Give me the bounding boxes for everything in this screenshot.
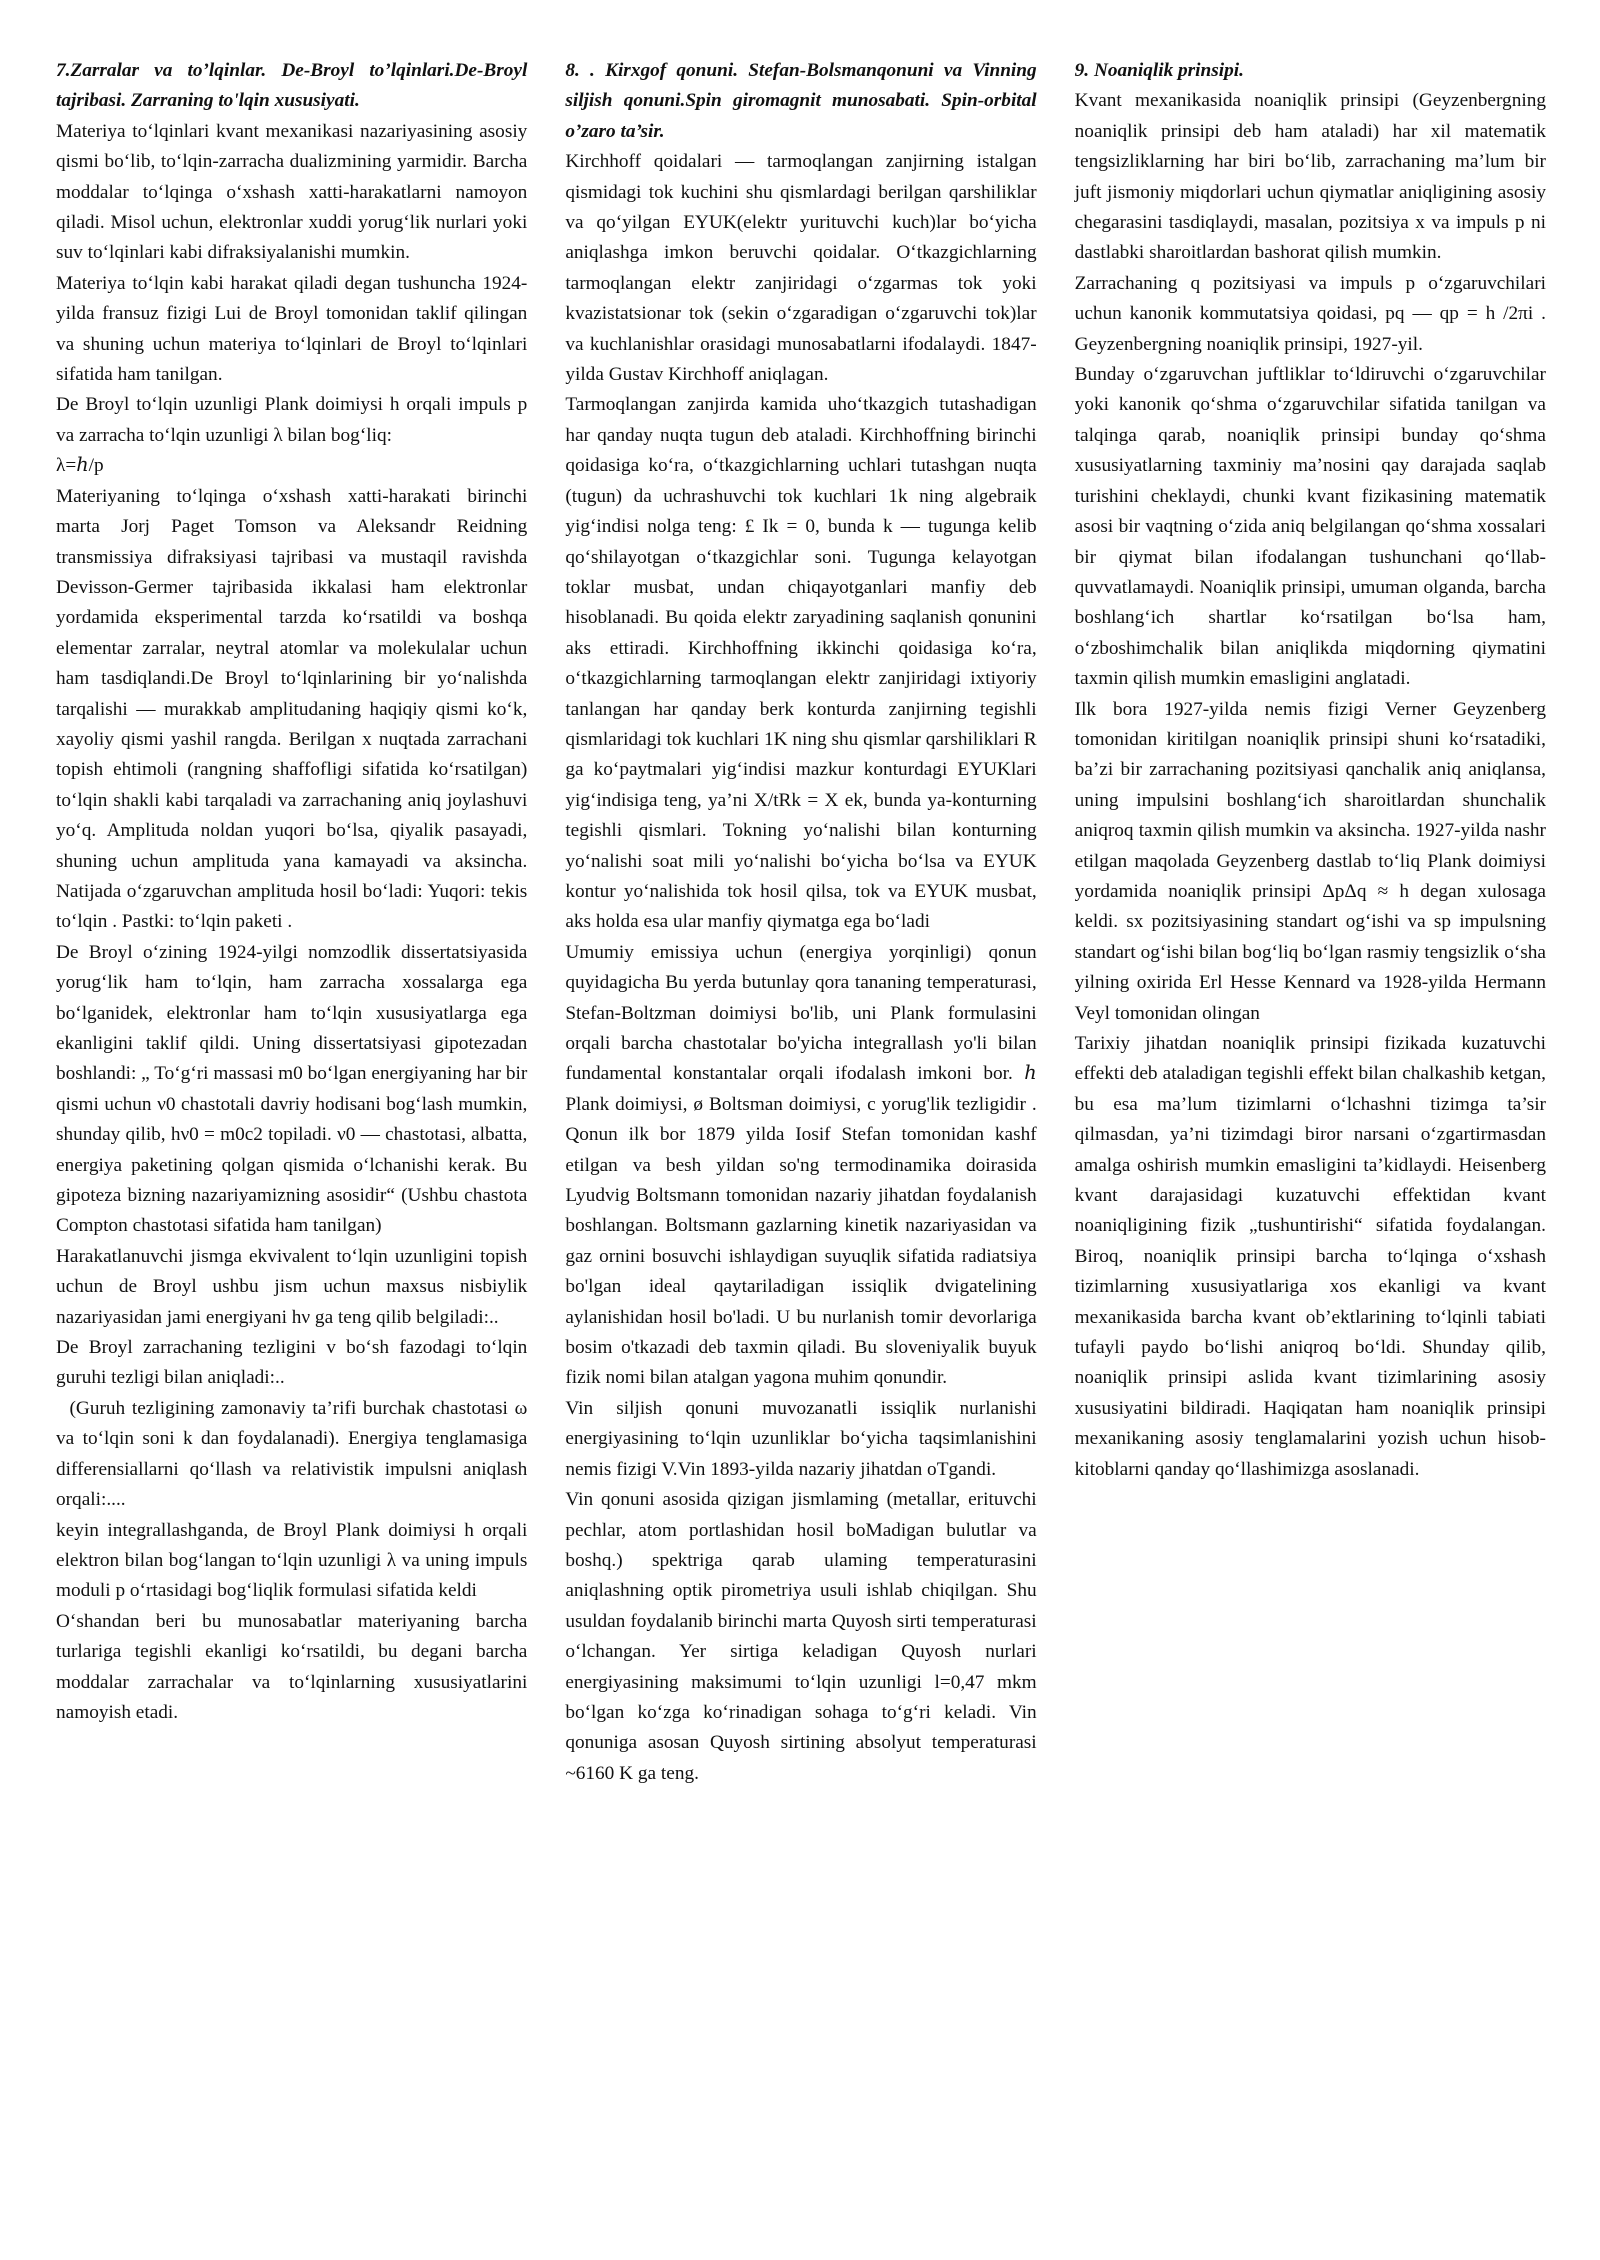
column-2 <box>565 56 1036 2226</box>
paragraph: Tarixiy jihatdan noaniqlik prinsipi fizikada kuzatuvchi effekti deb ataladigan tegishli effekt bilan chalkashib ketgan, bu esa ma’lum tizimlarni o‘lchashni tizimga ta’sir qilmasdan, ya’ni tizimdagi biror narsani o‘zgartirmasdan amalga oshirish mumkin emasligini ta’kidlaydi. Heisenberg kvant darajasidagi kuzatuvchi effektidan kvant noaniqligining fizik „tushuntirishi“ sifatida foydalangan. Biroq, noaniqlik prinsipi barcha to‘lqinga o‘xshash tizimlarning xususiyatlariga xos ekanligi va kvant mexanikasida barcha kvant ob’ektlarining to‘lqinli tabiati tufayli paydo bo‘lishi aniqroq bo‘ldi. Shunday qilib, noaniqlik prinsipi aslida kvant tizimlarining asosiy xususiyatini bildiradi. Haqiqatan ham noaniqlik prinsipi mexanikaning asosiy tenglamalarini yozish uchun hisob-kitoblarni qanday qo‘llashimizga asoslanadi. <box>1074 1033 1546 1480</box>
paragraph: De Broyl zarrachaning tezligini v bo‘sh fazodagi to‘lqin guruhi tezligi bilan aniqladi:.. <box>56 1337 528 1389</box>
column-3 <box>1075 56 1546 2226</box>
document-page <box>56 56 1546 2226</box>
paragraph: Ilk bora 1927-yilda nemis fizigi Verner Geyzenberg tomonidan kiritilgan noaniqlik prinsipi shuni ko‘rsatadiki, ba’zi bir zarrachaning pozitsiyasi qanchalik aniq aniqlansa, uning impulsini boshlang‘ich sharoitlardan shunchalik aniqroq taxmin qilish mumkin va aksincha. 1927-yilda nashr etilgan maqolada Geyzenberg dastlab to‘liq Plank doimiysi yordamida noaniqlik prinsipi ΔpΔq ≈ h degan xulosaga keldi. sx pozitsiyasining standart og‘ishi va sp impulsning standart og‘ishi bilan bog‘liq bo‘lgan rasmiy tengsizlik o‘sha yilning oxirida Erl Hesse Kennard va 1928-yilda Hermann Veyl tomonidan olingan <box>1074 698 1546 1024</box>
paragraph: Kvant mexanikasida noaniqlik prinsipi (Geyzenbergning noaniqlik prinsipi deb ham ataladi) har xil matematik tengsizliklarning har biri bo‘lib, zarrachaning ma’lum bir juft jismoniy miqdorlari uchun qiymatlar aniqligining asosiy chegarasini tasdiqlaydi, masalan, pozitsiya x va impuls p ni dastlabki sharoitlardan bashorat qilish mumkin. <box>1074 90 1546 264</box>
paragraph: Kirchhoff qoidalari — tarmoqlangan zanjirning istalgan qismidagi tok kuchini shu qismlardagi berilgan qarshiliklar va qo‘yilgan EYUK(elektr yurituvchi kuch)lar bo‘yicha aniqlashga imkon beruvchi qoidalar. O‘tkazgichlarning tarmoqlangan elektr zanjiridagi o‘zgarmas tok yoki kvazistatsionar tok (sekin o‘zgaradigan o‘zgaruvchi tok)lar va kuchlanishlar orasidagi munosabatlarni ifodalaydi. 1847-yilda Gustav Kirchhoff aniqlagan. <box>565 151 1037 386</box>
paragraph: O‘shandan beri bu munosabatlar materiyaning barcha turlariga tegishli ekanligi ko‘rsatildi, bu degani barcha moddalar zarrachalar va to‘lqinlarning xususiyatlarini namoyish etadi. <box>56 1610 528 1723</box>
paragraph: Tarmoqlangan zanjirda kamida uho‘tkazgich tutashadigan har qanday nuqta tugun deb ataladi. Kirchhoffning birinchi qoidasiga ko‘ra, o‘tkazgichlarning uchlari tutashgan nuqta (tugun) da uchrashuvchi tok kuchlari 1k ning algebraik yig‘indisi nolga teng: £ Ik = 0, bunda k — tugunga kelib qo‘shilayotgan o‘tkazgichlar soni. Tugunga kelayotgan toklar musbat, undan chiqayotganlari manfiy deb hisoblanadi. Bu qoida elektr zaryadining saqlanish qonunini aks ettiradi. Kirchhoffning ikkinchi qoidasiga ko‘ra, o‘tkazgichlarning tarmoqlangan elektr zanjiridagi ixtiyoriy tanlangan har qanday berk konturda zanjirning tegishli qismlaridagi tok kuchlari 1K ning shu qismlar qarshiliklari R ga ko‘paytmalari yig‘indisi mazkur konturdagi EYUKlari yig‘indisiga teng, ya’ni X/tRk = X ek, bunda ya-konturning tegishli qismlari. Tokning yo‘nalishi bilan konturning yo‘nalishi soat mili yo‘nalishi bo‘yicha bo‘lsa va EYUK kontur yo‘nalishida tok hosil qilsa, tok va EYUK musbat, aks holda esa ular manfiy qiymatga ega bo‘ladi <box>565 394 1037 933</box>
paragraph: De Broyl o‘zining 1924-yilgi nomzodlik dissertatsiyasida yorug‘lik ham to‘lqin, ham zarracha xossalarga ega bo‘lganidek, elektronlar ham to‘lqin xususiyatlarga ega ekanligini taklif qildi. Uning dissertatsiyasi gipotezadan boshlandi: „ To‘g‘ri massasi m0 bo‘lgan energiyaning har bir qismi uchun ν0 chastotali davriy hodisani bog‘lash mumkin, shunday qilib, hν0 = m0c2 topiladi. ν0 — chastotasi, albatta, energiya paketining qolgan qismida o‘lchanishi kerak. Bu gipoteza bizning nazariyamizning asosidir“ (Ushbu chastota Compton chastotasi sifatida ham tanilgan) <box>56 941 528 1237</box>
paragraph: Vin siljish qonuni muvozanatli issiqlik nurlanishi energiyasining to‘lqin uzunliklar bo‘yicha taqsimlanishini nemis fizigi V.Vin 1893-yilda nazariy jihatdan oTgandi. <box>565 1397 1037 1480</box>
paragraph: Umumiy emissiya uchun (energiya yorqinligi) qonun quyidagicha Bu yerda butunlay qora tananing temperaturasi, Stefan-Boltzman doimiysi bo'lib, uni Plank formulasini orqali barcha chastotalar bo'yicha integrallash yo'li bilan fundamental konstantalar orqali ifodalash imkoni bor. ℎ Plank doimiysi, ø Boltsman doimiysi, c yorug'lik tezligidir . Qonun ilk bor 1879 yilda Iosif Stefan tomonidan kashf etilgan va besh yildan so'ng termodinamika doirasida Lyudvig Boltsmann tomonidan nazariy jihatdan foydalanish boshlangan. Boltsmann gazlarning kinetik nazariyasidan va gaz ornini bosuvchi ishlaydigan suyuqlik sifatida radiatsiya bo'lgan ideal qaytariladigan issiqlik dvigatelining aylanishidan hosil bo'ladi. U bu nurlanish tomir devorlariga bosim o'tkazadi deb taxmin qiladi. Bu sloveniyalik buyuk fizik nomi bilan atalgan yagona muhim qonundir. <box>565 941 1037 1389</box>
paragraph: keyin integrallashganda, de Broyl Plank doimiysi h orqali elektron bilan bog‘langan to‘lqin uzunligi λ va uning impuls moduli p o‘rtasidagi bog‘liqlik formulasi sifatida keldi <box>56 1519 528 1602</box>
column-1 <box>56 56 533 2226</box>
section-heading: 7.Zarralar va to’lqinlar. De-Broyl to’lqinlari.De-Broyl tajribasi. Zarraning to'lqin xususiyati. <box>56 60 528 112</box>
paragraph: Zarrachaning q pozitsiyasi va impuls p o‘zgaruvchilari uchun kanonik kommutatsiya qoidasi, pq — qp = h /2πi . Geyzenbergning noaniqlik prinsipi, 1927-yil. <box>1074 272 1546 355</box>
paragraph: Vin qonuni asosida qizigan jismlaming (metallar, erituvchi pechlar, atom portlashidan hosil boMadigan bulutlar va boshq.) spektriga qarab ulaming temperaturasini aniqlashning optik pirometriya usuli ishlab chiqilgan. Shu usuldan foydalanib birinchi marta Quyosh sirti temperaturasi o‘lchangan. Yer sirtiga keladigan Quyosh nurlari energiyasining maksimumi to‘lqin uzunligi l=0,47 mkm bo‘lgan ko‘zga ko‘rinadigan sohaga to‘g‘ri keladi. Vin qonuniga asosan Quyosh sirtining absolyut temperaturasi ~6160 K ga teng. <box>565 1489 1037 1784</box>
section-heading: 9. Noaniqlik prinsipi. <box>1074 60 1244 81</box>
paragraph: De Broyl to‘lqin uzunligi Plank doimiysi h orqali impuls p va zarracha to‘lqin uzunligi λ bilan bog‘liq: <box>56 394 528 446</box>
paragraph: (Guruh tezligining zamonaviy ta’rifi burchak chastotasi ω va to‘lqin soni k dan foydalanadi). Energiya tenglamasiga differensiallarni qo‘llash va relativistik impulsni aniqlash orqali:.... <box>56 1397 533 1511</box>
section-heading: 8. . Kirxgof qonuni. Stefan-Bolsmanqonuni va Vinning siljish qonuni.Spin giromagnit munosabati. Spin-orbital o’zaro ta’sir. <box>565 60 1037 142</box>
formula: λ=ℎ/p <box>56 455 104 477</box>
paragraph: Materiya to‘lqin kabi harakat qiladi degan tushuncha 1924-yilda fransuz fizigi Lui de Broyl tomonidan taklif qilingan va shuning uchun materiya to‘lqinlari de Broyl to‘lqinlari sifatida ham tanilgan. <box>56 272 528 386</box>
paragraph: Bunday o‘zgaruvchan juftliklar to‘ldiruvchi o‘zgaruvchilar yoki kanonik qo‘shma o‘zgaruvchilar sifatida tanilgan va talqinga qarab, noaniqlik prinsipi bunday qo‘shma xususiyatlarning taxminiy ma’nosini qay darajada saqlab turishini cheklaydi, chunki kvant fizikasining matematik asosi bir vaqtning o‘zida aniq belgilangan qo‘shma xossalari bir qiymat bilan ifodalangan tushunchani qo‘llab-quvvatlamaydi. Noaniqlik prinsipi, umuman olganda, barcha boshlang‘ich shartlar ko‘rsatilgan bo‘lsa ham, o‘zboshimchalik bilan aniqlikda miqdorning qiymatini taxmin qilish mumkin emasligini anglatadi. <box>1074 364 1546 690</box>
paragraph: Materiya to‘lqinlari kvant mexanikasi nazariyasining asosiy qismi bo‘lib, to‘lqin-zarracha dualizmining yarmidir. Barcha moddalar to‘lqinga o‘xshash xatti-harakatlarni namoyon qiladi. Misol uchun, elektronlar xuddi yorug‘lik nurlari yoki suv to‘lqinlari kabi difraksiyalanishi mumkin. <box>56 120 528 264</box>
paragraph: Materiyaning to‘lqinga o‘xshash xatti-harakati birinchi marta Jorj Paget Tomson va Aleksandr Reidning transmissiya difraksiyasi tajribasi va mustaqil ravishda Devisson-Germer tajribasida ikkalasi ham elektronlar yordamida eksperimental tarzda ko‘rsatildi va boshqa elementar zarralar, neytral atomlar va molekulalar uchun ham tasdiqlandi.De Broyl to‘lqinlarining bir yo‘nalishda tarqalishi — murakkab amplitudaning haqiqiy qismi ko‘k, xayoliy qismi yashil rangda. Berilgan x nuqtada zarrachani topish ehtimoli (rangning shaffofligi sifatida ko‘rsatilgan) to‘lqin shakli kabi tarqaladi va zarrachaning aniq joylashuvi yo‘q. Amplituda noldan yuqori bo‘lsa, qiyalik pasayadi, shuning uchun amplituda yana kamayadi va aksincha. Natijada o‘zgaruvchan amplituda hosil bo‘ladi: Yuqori: tekis to‘lqin . Pastki: to‘lqin paketi . <box>56 485 528 933</box>
paragraph: Harakatlanuvchi jismga ekvivalent to‘lqin uzunligini topish uchun de Broyl ushbu jism uchun maxsus nisbiylik nazariyasidan jami energiyani hν ga teng qilib belgiladi:.. <box>56 1245 528 1328</box>
